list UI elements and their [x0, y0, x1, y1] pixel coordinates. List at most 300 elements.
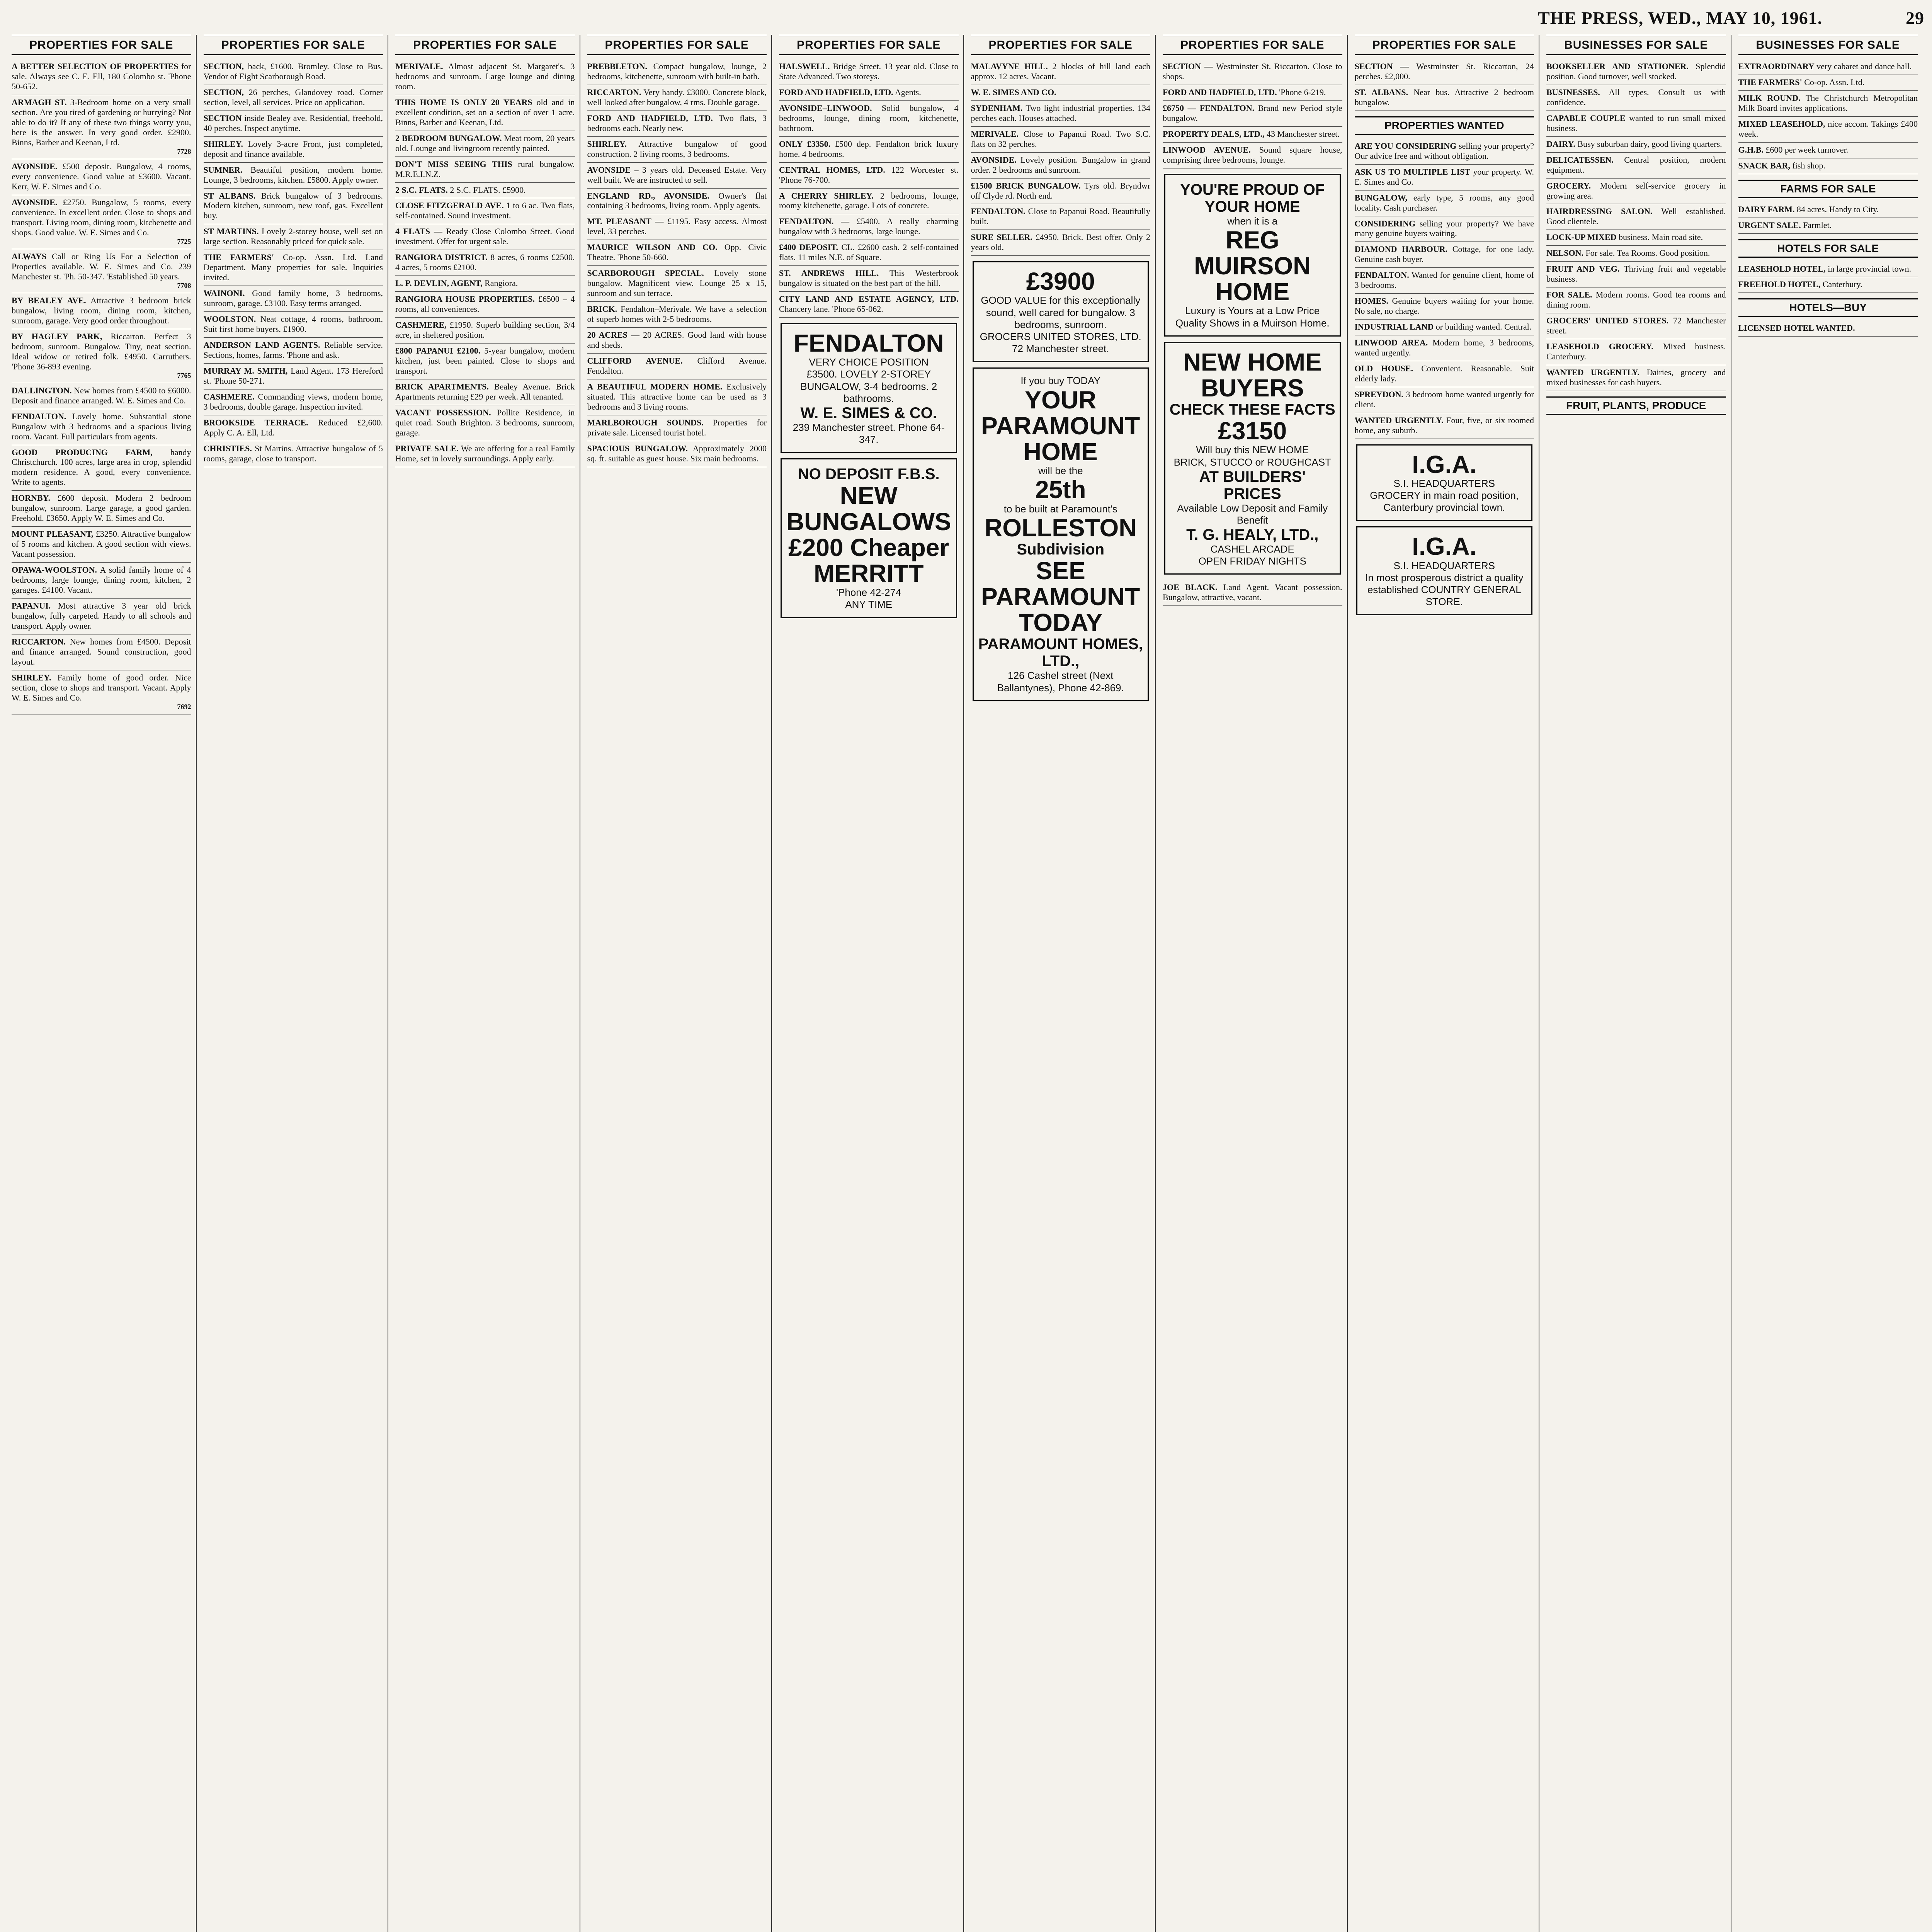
section-heading-hotels-buy: HOTELS—BUY	[1738, 298, 1918, 317]
classified-ad	[587, 354, 767, 379]
ad-text: Opp. Civic Theatre. 'Phone 50-660.	[587, 242, 767, 262]
classified-ad	[1163, 101, 1342, 127]
classified-ad	[1355, 216, 1534, 242]
ad-lead: WOOLSTON.	[203, 314, 256, 324]
ad-lead: LICENSED HOTEL WANTED.	[1738, 323, 1855, 333]
ad-text: nice accom. Takings £400 week.	[1738, 119, 1918, 139]
classified-ad	[12, 670, 191, 714]
display-line: S.I. HEADQUARTERS	[1393, 477, 1495, 489]
ad-lead: MOUNT PLEASANT,	[12, 529, 94, 539]
classified-ad	[1355, 335, 1534, 361]
ad-list	[395, 59, 575, 467]
ad-text: Splendid position. Good turnover, well stocked.	[1546, 61, 1726, 81]
display-line: I.G.A.	[1412, 450, 1477, 478]
ad-lead: £800 PAPANUI £2100.	[395, 345, 481, 355]
ad-lead: ARE YOU CONSIDERING	[1354, 141, 1457, 151]
column-heading: PROPERTIES FOR SALE	[12, 35, 191, 55]
ad-list	[1738, 59, 1918, 174]
classified-ad	[587, 137, 767, 163]
display-line: MERRITT	[814, 559, 924, 587]
display-address: 72 Manchester street.	[1012, 343, 1109, 355]
ad-lead: ST. ALBANS.	[1354, 87, 1408, 97]
classified-ad	[1546, 204, 1726, 230]
classified-ad	[395, 379, 575, 405]
classified-ad	[1163, 143, 1342, 168]
classified-ad	[1355, 387, 1534, 413]
merritt-display-ad	[781, 458, 957, 618]
display-line: Available Low Deposit and Family Benefit	[1177, 502, 1328, 526]
classified-ad	[204, 250, 383, 286]
ad-list	[587, 59, 767, 467]
ad-lead: FRUIT AND VEG.	[1546, 264, 1620, 274]
ad-lead: HOMES.	[1354, 296, 1388, 306]
classified-ad	[1546, 179, 1726, 204]
ad-text: your property. W. E. Simes and Co.	[1354, 167, 1534, 187]
display-line: In most prosperous district a quality established COUNTRY GENERAL STORE.	[1365, 571, 1524, 608]
classified-ad	[1355, 268, 1534, 294]
ad-lead: AVONSIDE	[587, 165, 631, 175]
classified-ad	[12, 383, 191, 409]
masthead	[1538, 8, 1924, 28]
ad-lead: HAIRDRESSING SALON.	[1546, 206, 1653, 216]
ad-lead: MERIVALE.	[971, 129, 1019, 139]
ad-text: 84 acres. Handy to City.	[1796, 204, 1879, 214]
ad-lead: GOOD PRODUCING FARM,	[12, 447, 153, 457]
ad-text: Meat room, 20 years old. Lounge and livingroom recently painted.	[395, 133, 575, 153]
classified-ad	[587, 214, 767, 240]
classified-ad	[1738, 218, 1918, 234]
display-line: 126 Cashel street (Next Ballantynes), Phone 42-869.	[997, 670, 1124, 694]
classified-ad	[12, 527, 191, 563]
ad-text: Lovely home. Substantial stone Bungalow with 3 bedrooms and a spacious living room. Vacant. Full particulars from agents.	[12, 411, 191, 441]
ad-text: £4950. Brick. Best offer. Only 2 years old.	[971, 232, 1150, 252]
display-text: GOOD VALUE for this exceptionally sound, well cared for bungalow. 3 bedrooms, sunroom.	[981, 294, 1141, 330]
ad-text: 8 acres, 6 rooms £2500. 4 acres, 5 rooms £2100.	[395, 252, 575, 272]
ad-lead: G.H.B.	[1738, 145, 1764, 155]
display-line: YOUR	[1025, 386, 1097, 414]
display-line: 'Phone 42-274	[836, 587, 901, 599]
classified-ad	[1355, 413, 1534, 439]
ad-reference-number: 7708	[177, 281, 191, 289]
ad-text: Reliable service. Sections, homes, farms. 'Phone and ask.	[203, 340, 383, 360]
ad-lead: RANGIORA HOUSE PROPERTIES.	[395, 294, 535, 304]
wanted-list	[1355, 139, 1534, 439]
ad-lead: 2 S.C. FLATS.	[395, 185, 448, 195]
classified-ad	[779, 59, 959, 85]
ad-lead: NELSON.	[1546, 248, 1583, 258]
ad-text: selling your property? Our advice free and without obligation.	[1354, 141, 1534, 161]
column-heading: PROPERTIES FOR SALE	[395, 35, 575, 55]
ad-lead: MILK ROUND.	[1738, 93, 1801, 103]
classified-ad	[779, 240, 959, 266]
ad-lead: £6750 — FENDALTON.	[1163, 103, 1255, 113]
ad-text: Close to Papanui Road. Beautifully built.	[971, 206, 1150, 226]
ad-text: Bridge Street. 13 year old. Close to State Advanced. Two storeys.	[779, 61, 959, 81]
ad-text: CL. £2600 cash. 2 self-contained flats. 11 miles N.E. of Square.	[779, 242, 959, 262]
column-heading: BUSINESSES FOR SALE	[1738, 35, 1918, 55]
classified-ad	[395, 405, 575, 441]
display-line: NEW	[840, 481, 898, 510]
ad-lead: MAURICE WILSON AND CO.	[587, 242, 718, 252]
ad-lead: AVONSIDE.	[12, 161, 58, 171]
display-line: NO DEPOSIT F.B.S.	[798, 466, 940, 483]
ad-lead: ST ALBANS.	[203, 190, 256, 201]
ad-lead: ENGLAND RD., AVONSIDE.	[587, 190, 709, 201]
ad-lead: DALLINGTON.	[12, 385, 72, 395]
ad-text: Lovely 3-acre Front, just completed, deposit and finance available.	[203, 139, 383, 159]
display-agent: W. E. SIMES & CO.	[800, 405, 937, 422]
iga-display-ad-2	[1356, 526, 1533, 615]
ad-text: Most attractive 3 year old brick bungalow, fully carpeted. Handy to all schools and transport. Apply owner.	[12, 600, 191, 631]
classified-ad	[395, 318, 575, 344]
column-6	[971, 35, 1156, 1932]
ad-lead: BRICK APARTMENTS.	[395, 381, 489, 391]
ad-lead: INDUSTRIAL LAND	[1354, 322, 1434, 332]
classified-ad	[12, 59, 191, 95]
column-10	[1738, 35, 1923, 1932]
display-line: will be the	[1038, 465, 1083, 477]
display-sub: VERY CHOICE POSITION	[809, 356, 929, 368]
ad-lead: PAPANUI.	[12, 600, 51, 611]
ad-lead: VACANT POSSESSION.	[395, 407, 491, 417]
classified-ad	[971, 179, 1151, 204]
classified-ad	[779, 214, 959, 240]
classified-ad	[1355, 139, 1534, 165]
display-body: £3500. LOVELY 2-STOREY BUNGALOW, 3-4 bedrooms. 2 bathrooms.	[800, 368, 937, 404]
ad-lead: SUMNER.	[203, 165, 243, 175]
classified-ad	[204, 312, 383, 338]
column-1	[12, 35, 197, 1932]
ad-text: Good family home, 3 bedrooms, sunroom, garage. £3100. Easy terms arranged.	[203, 288, 383, 308]
display-line: PARAMOUNT	[981, 412, 1140, 440]
classified-ad	[779, 137, 959, 163]
classified-ad	[395, 183, 575, 199]
ad-text: early type, 5 rooms, any good locality. Cash purchaser.	[1354, 192, 1534, 213]
ad-lead: LINWOOD AVENUE.	[1163, 145, 1251, 155]
ad-lead: FREEHOLD HOTEL,	[1738, 279, 1821, 289]
display-line: when it is a	[1227, 215, 1278, 227]
ad-lead: AVONSIDE–LINWOOD.	[779, 103, 872, 113]
classified-ad	[1163, 85, 1342, 101]
ad-text: Farmlet.	[1803, 220, 1832, 230]
classified-ad	[395, 441, 575, 467]
ad-lead: SPACIOUS BUNGALOW.	[587, 443, 688, 453]
classified-ad	[395, 131, 575, 157]
column-heading: PROPERTIES FOR SALE	[204, 35, 383, 55]
iga-display-ad	[1356, 444, 1533, 521]
classified-ad	[971, 204, 1151, 230]
classified-ad	[204, 441, 383, 467]
display-agent: GROCERS UNITED STORES, LTD.	[980, 331, 1141, 343]
ad-lead: ANDERSON LAND AGENTS.	[203, 340, 320, 350]
classified-ad	[12, 409, 191, 445]
paramount-display-ad	[973, 367, 1149, 701]
classified-ad	[395, 292, 575, 318]
ad-list	[1163, 59, 1342, 168]
classified-ad	[1163, 127, 1342, 143]
ad-lead: HORNBY.	[12, 493, 51, 503]
classified-ad	[12, 95, 191, 159]
ad-text: 'Phone 6-219.	[1279, 87, 1326, 97]
column-heading: PROPERTIES FOR SALE	[1163, 35, 1342, 55]
ad-lead: W. E. SIMES AND CO.	[971, 87, 1056, 97]
ad-lead: L. P. DEVLIN, AGENT,	[395, 278, 483, 288]
classified-ad	[395, 250, 575, 276]
ad-text: — £5400. A really charming bungalow with 3 bedrooms, large lounge.	[779, 216, 959, 236]
ad-text: This Westerbrook bungalow is situated on the best part of the hill.	[779, 268, 959, 288]
ad-lead: GROCERS' UNITED STORES.	[1546, 316, 1669, 326]
classified-ad	[587, 240, 767, 266]
column-heading: PROPERTIES FOR SALE	[587, 35, 767, 55]
classified-ad	[1738, 75, 1918, 91]
ad-text: £1950. Superb building section, 3/4 acre, in sheltered position.	[395, 320, 575, 340]
display-line: HOME	[1023, 437, 1098, 466]
column-8	[1355, 35, 1540, 1932]
ad-lead: SECTION,	[203, 61, 244, 71]
ad-text: 3-Bedroom home on a very small section. Are you tired of gardening or hurrying? Not able to do it? If any of these two things worry you, here is the answer. In very good order. £2900. Binns, Barber and Keenan, Ltd.	[12, 97, 191, 147]
ad-text: – 3 years old. Deceased Estate. Very well built. We are instructed to sell.	[587, 165, 767, 185]
classified-ad	[1738, 262, 1918, 277]
ad-lead: OLD HOUSE.	[1354, 364, 1413, 374]
column-2	[204, 35, 389, 1932]
display-line: Subdivision	[1017, 541, 1105, 558]
ad-text: Wanted for genuine client, home of 3 bedrooms.	[1354, 270, 1534, 290]
ad-lead: ALWAYS	[12, 251, 47, 261]
ad-text: 2 bedrooms, lounge, roomy kitchenette, garage. Lots of concrete.	[779, 190, 959, 211]
ad-lead: HALSWELL.	[779, 61, 830, 71]
classified-ad	[1546, 137, 1726, 153]
ad-text: Sound square house, comprising three bedrooms, lounge.	[1163, 145, 1342, 165]
classified-ad	[204, 389, 383, 415]
ad-text: Owner's flat containing 3 bedrooms, living room. Apply agents.	[587, 190, 767, 211]
ad-text: Almost adjacent St. Margaret's. 3 bedrooms and sunroom. Large lounge and dining room.	[395, 61, 575, 91]
classified-ad	[12, 599, 191, 634]
classified-ad	[1546, 153, 1726, 179]
ad-lead: £1500 BRICK BUNGALOW.	[971, 180, 1081, 190]
ad-lead: JOE BLACK.	[1163, 582, 1218, 592]
ad-lead: CLOSE FITZGERALD AVE.	[395, 201, 504, 211]
classified-ad	[204, 85, 383, 111]
ad-text: selling your property? We have many genuine buyers waiting.	[1354, 218, 1534, 238]
ad-lead: A BEAUTIFUL MODERN HOME.	[587, 381, 723, 391]
classified-ad	[204, 364, 383, 389]
classified-ad	[204, 111, 383, 137]
display-line: CHECK THESE FACTS	[1169, 401, 1335, 418]
ad-lead: EXTRAORDINARY	[1738, 61, 1815, 71]
ad-reference-number: 7728	[177, 147, 191, 155]
ad-lead: ARMAGH ST.	[12, 97, 67, 107]
display-line: £200 Cheaper	[788, 533, 949, 561]
ad-lead: BRICK.	[587, 304, 617, 314]
ad-text: £500 deposit. Bungalow, 4 rooms, every convenience. Good value at £3600. Vacant. Kerr, W. E. Simes and Co.	[12, 161, 191, 191]
ad-text: wanted to run small mixed business.	[1546, 113, 1726, 133]
ad-text: very cabaret and dance hall.	[1816, 61, 1912, 71]
ad-text: Near bus. Attractive 2 bedroom bungalow.	[1354, 87, 1534, 107]
ad-lead: FENDALTON.	[779, 216, 834, 226]
classified-ad	[1546, 230, 1726, 246]
ad-lead: BOOKSELLER AND STATIONER.	[1546, 61, 1689, 71]
ad-text: Canterbury.	[1822, 279, 1862, 289]
classified-ad	[1355, 242, 1534, 268]
ad-text: Chancery lane. 'Phone 65-062.	[779, 304, 883, 314]
ad-text: Convenient. Reasonable. Suit elderly lady.	[1354, 364, 1534, 383]
classified-ad	[779, 189, 959, 214]
ad-text: Co-op. Assn. Ltd.	[1804, 77, 1865, 87]
classified-ad	[587, 85, 767, 111]
classified-ad	[587, 59, 767, 85]
classified-ad	[1546, 262, 1726, 287]
classified-ad	[12, 195, 191, 249]
ad-text: Commanding views, modern home, 3 bedrooms, double garage. Inspection invited.	[203, 391, 383, 412]
ad-text: Clifford Avenue. Fendalton.	[587, 355, 767, 376]
ad-lead: BUNGALOW,	[1354, 192, 1408, 202]
classified-ad	[1738, 202, 1918, 218]
classified-ad	[395, 59, 575, 95]
display-line: S.I. HEADQUARTERS	[1393, 560, 1495, 571]
ad-text: 2 blocks of hill land each approx. 12 acres. Vacant.	[971, 61, 1150, 81]
ad-lead: CAPABLE COUPLE	[1546, 113, 1626, 123]
ad-text: £600 deposit. Modern 2 bedroom bungalow, sunroom. Large garage, a good garden. Freehold. £3650. Apply W. E. Simes and Co.	[12, 493, 191, 523]
ad-text: — Ready Close Colombo Street. Good investment. Offer for urgent sale.	[395, 226, 575, 247]
ad-lead: LOCK-UP MIXED	[1546, 232, 1617, 242]
ad-text: Fendalton–Merivale. We have a selection of superb homes with 2-5 bedrooms.	[587, 304, 767, 324]
display-line: BUYERS	[1201, 374, 1304, 402]
ad-text: Compact bungalow, lounge, 2 bedrooms, kitchenette, sunroom with built-in bath.	[587, 61, 767, 81]
ad-lead: FENDALTON.	[1354, 270, 1409, 280]
classified-ad	[204, 189, 383, 224]
ad-lead: LEASEHOLD GROCERY.	[1546, 342, 1654, 352]
ad-text: St Martins. Attractive bungalow of 5 rooms, garage, close to transport.	[203, 443, 383, 463]
display-line: ROLLESTON	[985, 514, 1137, 542]
ad-lead: FOR SALE.	[1546, 290, 1592, 300]
ad-lead: 4 FLATS	[395, 226, 430, 236]
classified-ad	[1738, 117, 1918, 143]
ad-text: For sale. Tea Rooms. Good position.	[1585, 248, 1710, 258]
ad-text: Thriving fruit and vegetable business.	[1546, 264, 1726, 284]
classified-ad	[1738, 91, 1918, 117]
ad-text: Two flats, 3 bedrooms each. Nearly new.	[587, 113, 767, 133]
classified-ad	[204, 137, 383, 163]
ad-lead: £400 DEPOSIT.	[779, 242, 838, 252]
ad-text: rural bungalow. M.R.E.I.N.Z.	[395, 159, 575, 179]
ad-text: Lovely 2-storey house, well set on large section. Reasonably priced for quick sale.	[203, 226, 383, 247]
ad-lead: ONLY £3350.	[779, 139, 831, 149]
classified-ad	[1546, 85, 1726, 111]
ad-text: Busy suburban dairy, good living quarters.	[1577, 139, 1722, 149]
classified-ad	[1355, 361, 1534, 387]
ad-lead: CITY LAND AND ESTATE AGENCY, LTD.	[779, 294, 959, 304]
ad-text: Land Agent. Vacant possession. Bungalow, attractive, vacant.	[1163, 582, 1342, 602]
ad-lead: AVONSIDE.	[971, 155, 1017, 165]
ad-lead: OPAWA-WOOLSTON.	[12, 565, 97, 575]
classified-ad	[587, 189, 767, 214]
ad-text: Lovely position. Bungalow in grand order. 2 bedrooms and sunroom.	[971, 155, 1151, 175]
display-line: Luxury is Yours at a Low Price	[1185, 305, 1320, 317]
ad-text: Dairies, grocery and mixed businesses for cash buyers.	[1546, 367, 1726, 387]
display-line: BUNGALOWS	[786, 507, 951, 536]
ad-text: The Christchurch Metropolitan Milk Board invites applications.	[1738, 93, 1918, 113]
ad-lead: DAIRY FARM.	[1738, 204, 1795, 214]
ad-text: — Westminster St. Riccarton. Close to shops.	[1163, 61, 1342, 81]
classified-ad	[1163, 580, 1342, 606]
ad-list	[779, 59, 959, 318]
ad-text: Brand new Period style bungalow.	[1163, 103, 1342, 123]
ad-text: 122 Worcester st. 'Phone 76-700.	[779, 165, 959, 185]
ad-lead: SPREYDON.	[1354, 389, 1404, 399]
classified-ad	[12, 329, 191, 383]
classified-ad	[395, 224, 575, 250]
ad-text: fish shop.	[1792, 160, 1826, 170]
display-line: I.G.A.	[1412, 532, 1477, 561]
classified-ad	[12, 563, 191, 599]
ad-lead: DIAMOND HARBOUR.	[1354, 244, 1448, 254]
display-line: Quality Shows in a Muirson Home.	[1175, 317, 1330, 329]
ad-lead: ST. ANDREWS HILL.	[779, 268, 879, 278]
classified-ad	[12, 293, 191, 329]
ad-text: Riccarton. Perfect 3 bedroom, sunroom. Bungalow. Tiny, neat section. Ideal widow or retired folk. £4950. Carruthers. 'Phone 36-893 evening.	[12, 331, 191, 371]
ad-text: Well established. Good clientele.	[1546, 206, 1726, 226]
classified-ad	[1546, 287, 1726, 313]
classified-ad	[1738, 321, 1918, 337]
classified-columns	[12, 35, 1922, 1932]
ad-lead: 20 ACRES	[587, 330, 628, 340]
ad-text: Co-op. Assn. Ltd. Land Department. Many properties for sale. Inquiries invited.	[203, 252, 383, 282]
ad-text: in large provincial town.	[1828, 264, 1912, 274]
ad-text: Cottage, for one lady. Genuine cash buyer.	[1354, 244, 1534, 264]
display-price: £3900	[1026, 267, 1095, 296]
ad-lead: SHIRLEY.	[587, 139, 627, 149]
ad-lead: SECTION —	[1354, 61, 1409, 71]
classified-ad	[587, 266, 767, 302]
ad-lead: CASHMERE,	[395, 320, 447, 330]
ad-text: — £1195. Easy access. Almost level, 33 perches.	[587, 216, 767, 236]
ad-text: £6500 – 4 rooms, all conveniences.	[395, 294, 575, 314]
display-line: AT BUILDERS' PRICES	[1199, 468, 1306, 502]
ad-text: 43 Manchester street.	[1266, 129, 1340, 139]
column-5	[779, 35, 964, 1932]
classified-ad	[1546, 339, 1726, 365]
ad-text: Very handy. £3000. Concrete block, well looked after bungalow, 4 rms. Double garage.	[587, 87, 767, 107]
classified-ad	[204, 415, 383, 441]
display-line: YOU'RE PROUD OF YOUR HOME	[1180, 181, 1325, 215]
price-display-ad	[973, 261, 1149, 362]
ad-text: Agents.	[895, 87, 921, 97]
ad-text: for sale. Always see C. E. Ell, 180 Colombo st. 'Phone 50-652.	[12, 61, 191, 91]
ad-lead: FORD AND HADFIELD, LTD.	[587, 113, 713, 123]
healy-display-ad	[1164, 342, 1341, 575]
classified-ad	[779, 266, 959, 292]
column-heading: PROPERTIES FOR SALE	[779, 35, 959, 55]
classified-ad	[1546, 313, 1726, 339]
ad-text: Approximately 2000 sq. ft. suitable as guest house. Six main bedrooms.	[587, 443, 767, 463]
hotels-buy-list	[1738, 321, 1918, 337]
display-line: OPEN FRIDAY NIGHTS	[1198, 555, 1306, 567]
display-line: PARAMOUNT HOMES, LTD.,	[978, 636, 1143, 670]
ad-list	[12, 59, 191, 714]
ad-lead: PROPERTY DEALS, LTD.,	[1163, 129, 1265, 139]
ad-text: Genuine buyers waiting for your home. No sale, no charge.	[1354, 296, 1534, 316]
display-address: 239 Manchester street. Phone 64-347.	[793, 422, 945, 446]
ad-lead: SYDENHAM.	[971, 103, 1023, 113]
ad-text: Modern rooms. Good tea rooms and dining room.	[1546, 290, 1726, 310]
section-heading-hotels: HOTELS FOR SALE	[1738, 239, 1918, 258]
ad-lead: MURRAY M. SMITH,	[203, 366, 288, 376]
fendalton-display-ad	[781, 323, 957, 453]
masthead-page-number: 29	[1906, 8, 1924, 28]
classified-ad	[971, 101, 1151, 127]
classified-ad	[12, 491, 191, 527]
ad-list	[204, 59, 383, 467]
